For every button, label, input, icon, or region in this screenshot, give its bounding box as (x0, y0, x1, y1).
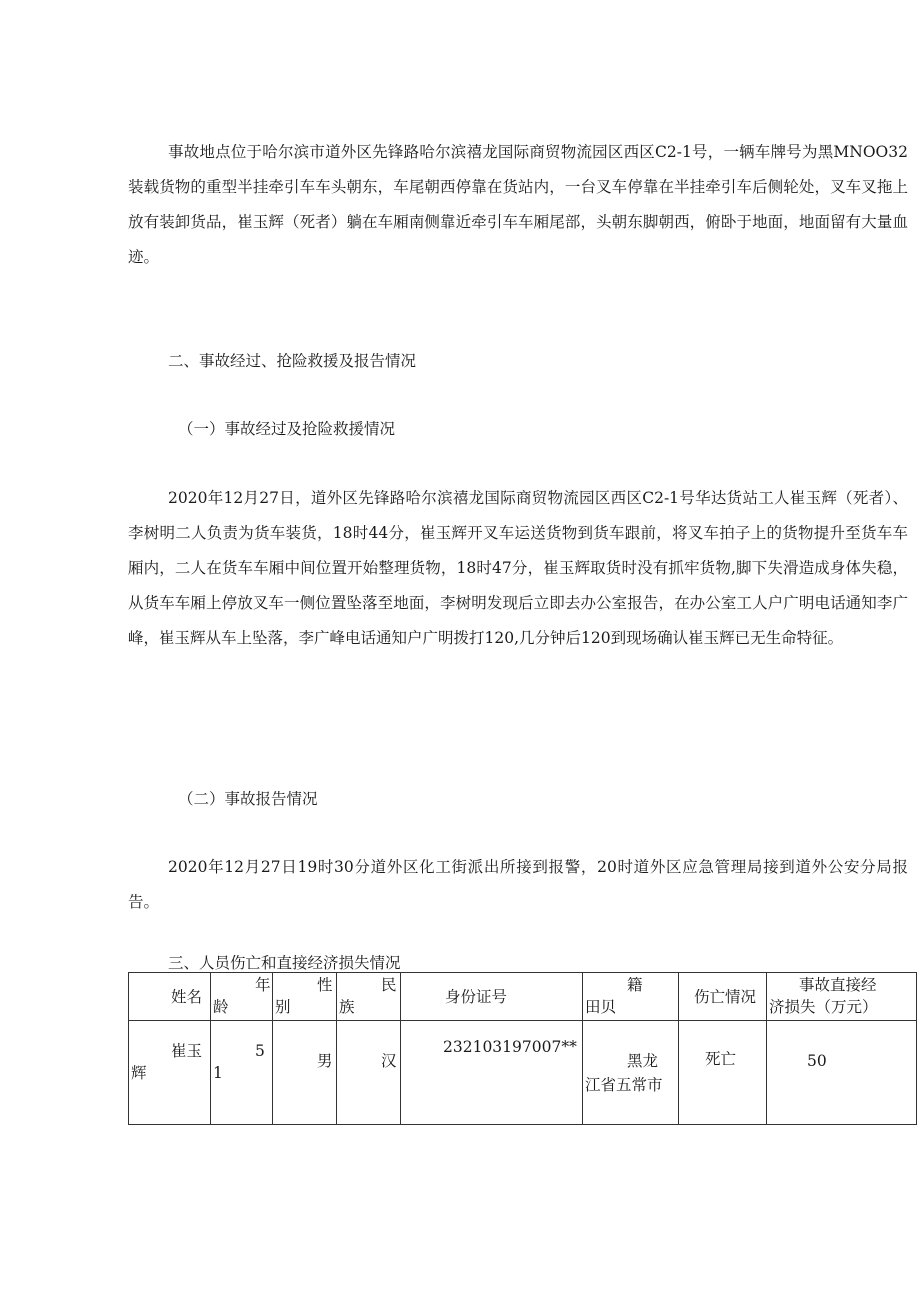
header-id-number: 身份证号 (401, 973, 583, 1021)
cell-native-place: 黑龙 江省五常市 (583, 1021, 679, 1125)
casualty-table (128, 972, 917, 1125)
cell-sex: 男 (273, 1021, 337, 1125)
table-row (129, 1021, 917, 1125)
cell-id-number: 232103197007** (401, 1021, 583, 1125)
cell-ethnicity: 汉 (337, 1021, 401, 1125)
cell-injury-status: 死亡 (679, 1021, 767, 1125)
paragraph-accident-location: 事故地点位于哈尔滨市道外区先锋路哈尔滨禧龙国际商贸物流园区西区C2-1号，一辆车牌号为黑MNOO32装载货物的重型半挂牵引车车头朝东，车尾朝西停靠在货站内，一台叉车停靠在半挂牵引车后侧轮处，叉车叉拖上放有装卸货品，崔玉辉（死者）躺在车厢南侧靠近牵引车车厢尾部，头朝东脚朝西，俯卧于地面，地面留有大量血迹。 (128, 143, 908, 266)
header-sex: 性 别 (273, 973, 337, 1021)
cell-direct-loss: 50 (767, 1021, 917, 1125)
header-injury-status: 伤亡情况 (679, 973, 767, 1021)
header-direct-loss: 事故直接经 济损失（万元） (767, 973, 917, 1021)
table-header-row (129, 973, 917, 1021)
paragraph-accident-report: 2020年12月27日19时30分道外区化工街派出所接到报警，20时道外区应急管理局接到道外公安分局报告。 (128, 858, 908, 911)
header-age: 年 龄 (211, 973, 273, 1021)
section-heading-2: 二、事故经过、抢险救援及报告情况 (168, 352, 417, 370)
subsection-heading-2-2: （二）事故报告情况 (178, 790, 318, 808)
section-heading-3: 三、人员伤亡和直接经济损失情况 (168, 954, 401, 972)
header-name: 姓名 (129, 973, 211, 1021)
header-ethnicity: 民 族 (337, 973, 401, 1021)
cell-name: 崔玉 辉 (129, 1021, 211, 1125)
header-native-place: 籍 田贝 (583, 973, 679, 1021)
subsection-heading-2-1: （一）事故经过及抢险救援情况 (178, 420, 396, 438)
paragraph-accident-process: 2020年12月27日，道外区先锋路哈尔滨禧龙国际商贸物流园区西区C2-1号华达货站工人崔玉辉（死者）、李树明二人负责为货车装货，18时44分，崔玉辉开叉车运送货物到货车跟前，将叉车拍子上的货物提升至货车车厢内，二人在货车车厢中间位置开始整理货物，18时47分，崔玉辉取货时没有抓牢货物,脚下失滑造成身体失稳，从货车车厢上停放叉车一侧位置坠落至地面，李树明发现后立即去办公室报告，在办公室工人户广明电话通知李广峰，崔玉辉从车上坠落，李广峰电话通知户广明拨打120,几分钟后120到现场确认崔玉辉已无生命特征。 (128, 489, 908, 647)
cell-age: 5 1 (211, 1021, 273, 1125)
